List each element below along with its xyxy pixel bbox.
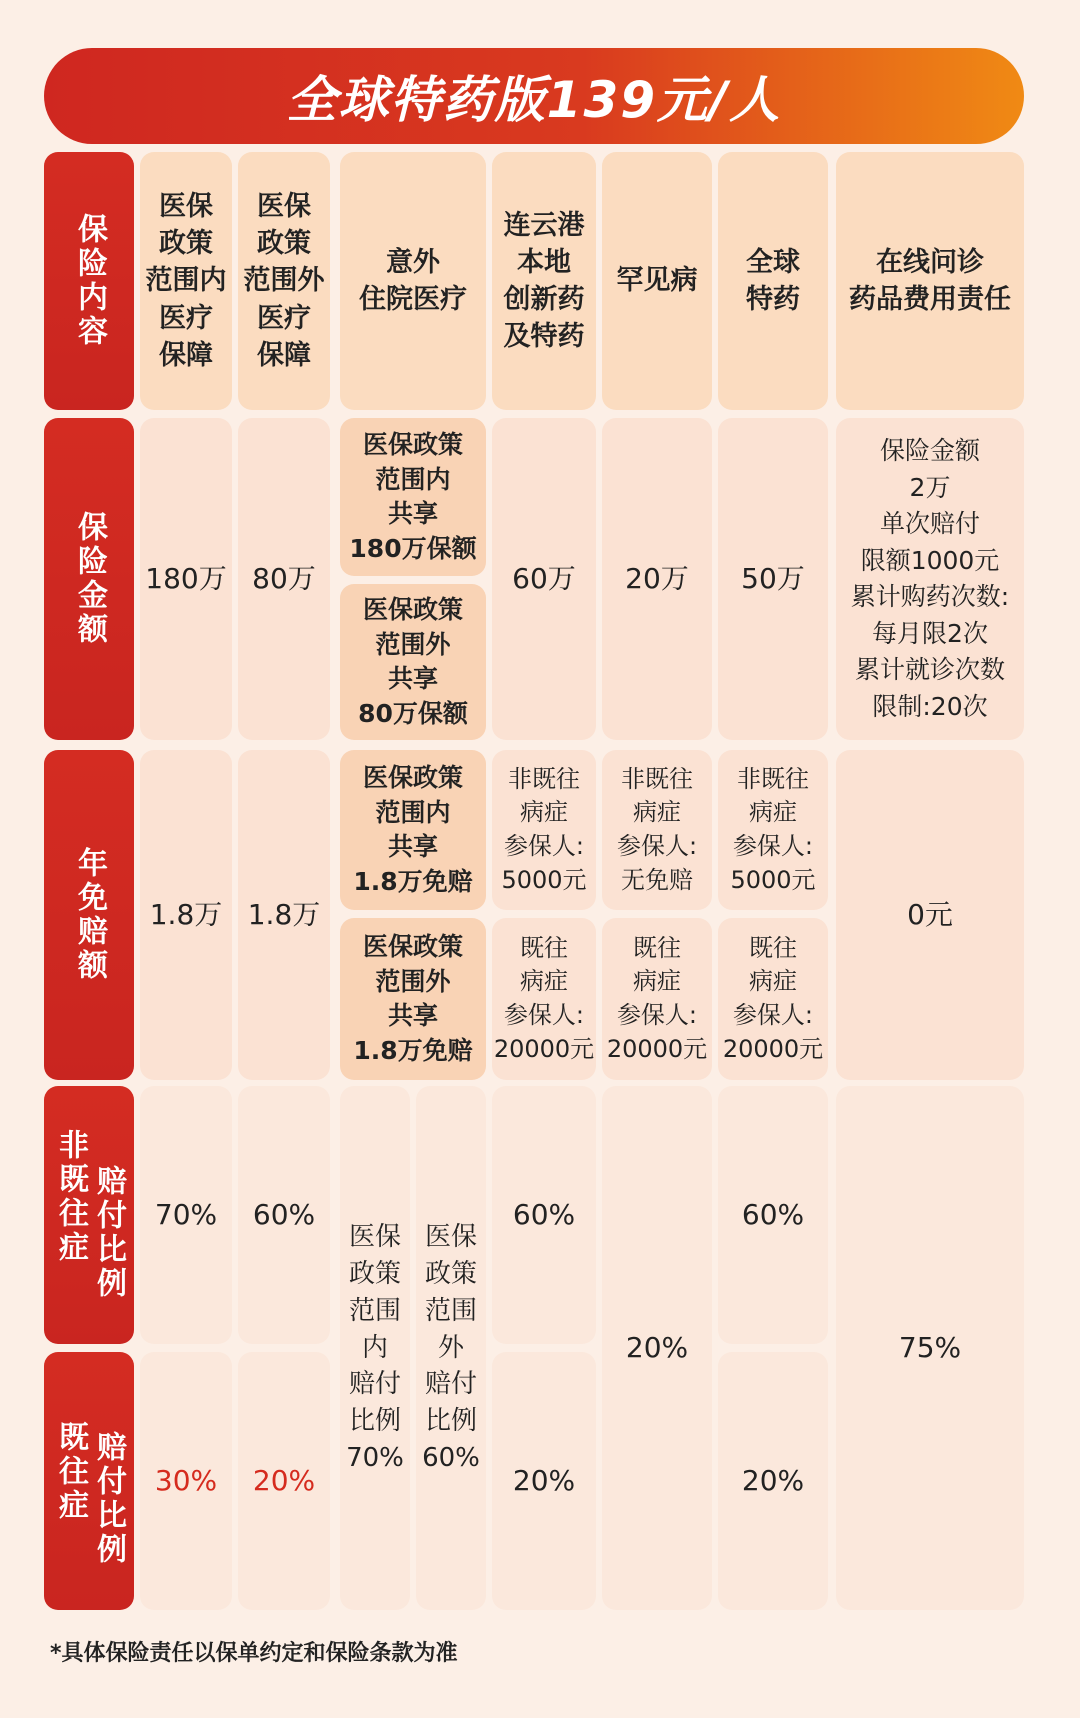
deductible-rare-non-pre: 非既往 病症 参保人: 无免赔 — [602, 750, 712, 910]
row-label-ratio-pre — [44, 1352, 134, 1610]
page-title: 全球特药版139元/人 — [286, 71, 782, 129]
header-local-drugs: 连云港 本地 创新药 及特药 — [492, 152, 596, 410]
ratio-pre-local-drugs: 20% — [492, 1352, 596, 1610]
ratio-non-pre-out-policy: 60% — [238, 1086, 330, 1344]
row-label-ratio-pre-b: 既往症 — [53, 1421, 88, 1523]
deductible-rare-pre: 既往 病症 参保人: 20000元 — [602, 918, 712, 1080]
row-label-coverage-text: 保险内容 — [72, 213, 107, 349]
amount-out-policy: 80万 — [238, 418, 330, 740]
ratio-pre-out-policy: 20% — [238, 1352, 330, 1610]
ratio-non-pre-local-drugs: 60% — [492, 1086, 596, 1344]
footnote: *具体保险责任以保单约定和保险条款为准 — [50, 1641, 458, 1666]
ratio-pre-in-policy: 30% — [140, 1352, 232, 1610]
deductible-accident-in: 医保政策 范围内 共享 1.8万免赔 — [340, 750, 486, 910]
amount-local-drugs: 60万 — [492, 418, 596, 740]
amount-global-drugs: 50万 — [718, 418, 828, 740]
deductible-local-pre: 既往 病症 参保人: 20000元 — [492, 918, 596, 1080]
amount-in-policy: 180万 — [140, 418, 232, 740]
ratio-accident-out: 医保 政策 范围 外 赔付 比例 60% — [416, 1086, 486, 1610]
header-accident: 意外 住院医疗 — [340, 152, 486, 410]
title-banner — [44, 48, 1024, 144]
ratio-rare-disease: 20% — [602, 1086, 712, 1610]
deductible-accident-out: 医保政策 范围外 共享 1.8万免赔 — [340, 918, 486, 1080]
deductible-online-consult: 0元 — [836, 750, 1024, 1080]
amount-accident-in: 医保政策 范围内 共享 180万保额 — [340, 418, 486, 576]
header-global-drugs: 全球 特药 — [718, 152, 828, 410]
deductible-out-policy: 1.8万 — [238, 750, 330, 1080]
amount-rare-disease: 20万 — [602, 418, 712, 740]
ratio-accident-in: 医保 政策 范围 内 赔付 比例 70% — [340, 1086, 410, 1610]
header-out-policy: 医保 政策 范围外 医疗 保障 — [238, 152, 330, 410]
ratio-pre-global-drugs: 20% — [718, 1352, 828, 1610]
row-label-amount-text: 保险金额 — [72, 511, 107, 647]
row-label-coverage — [44, 152, 134, 410]
deductible-global-non-pre: 非既往 病症 参保人: 5000元 — [718, 750, 828, 910]
row-label-ratio-non-pre — [44, 1086, 134, 1344]
row-label-amount — [44, 418, 134, 740]
row-label-ratio-non-pre-a: 赔付比例 — [91, 1165, 126, 1301]
amount-online-consult: 保险金额 2万 单次赔付 限额1000元 累计购药次数: 每月限2次 累计就诊次数 限制:20次 — [836, 418, 1024, 740]
ratio-online-consult: 75% — [836, 1086, 1024, 1610]
deductible-in-policy: 1.8万 — [140, 750, 232, 1080]
row-label-deductible — [44, 750, 134, 1080]
row-label-deductible-text: 年免赔额 — [72, 847, 107, 983]
ratio-non-pre-in-policy: 70% — [140, 1086, 232, 1344]
row-label-ratio-pre-a: 赔付比例 — [91, 1431, 126, 1567]
header-online-consult: 在线问诊 药品费用责任 — [836, 152, 1024, 410]
header-rare-disease: 罕见病 — [602, 152, 712, 410]
ratio-non-pre-global-drugs: 60% — [718, 1086, 828, 1344]
deductible-local-non-pre: 非既往 病症 参保人: 5000元 — [492, 750, 596, 910]
deductible-global-pre: 既往 病症 参保人: 20000元 — [718, 918, 828, 1080]
amount-accident-out: 医保政策 范围外 共享 80万保额 — [340, 584, 486, 740]
header-in-policy: 医保 政策 范围内 医疗 保障 — [140, 152, 232, 410]
row-label-ratio-non-pre-b: 非既往症 — [53, 1129, 88, 1265]
